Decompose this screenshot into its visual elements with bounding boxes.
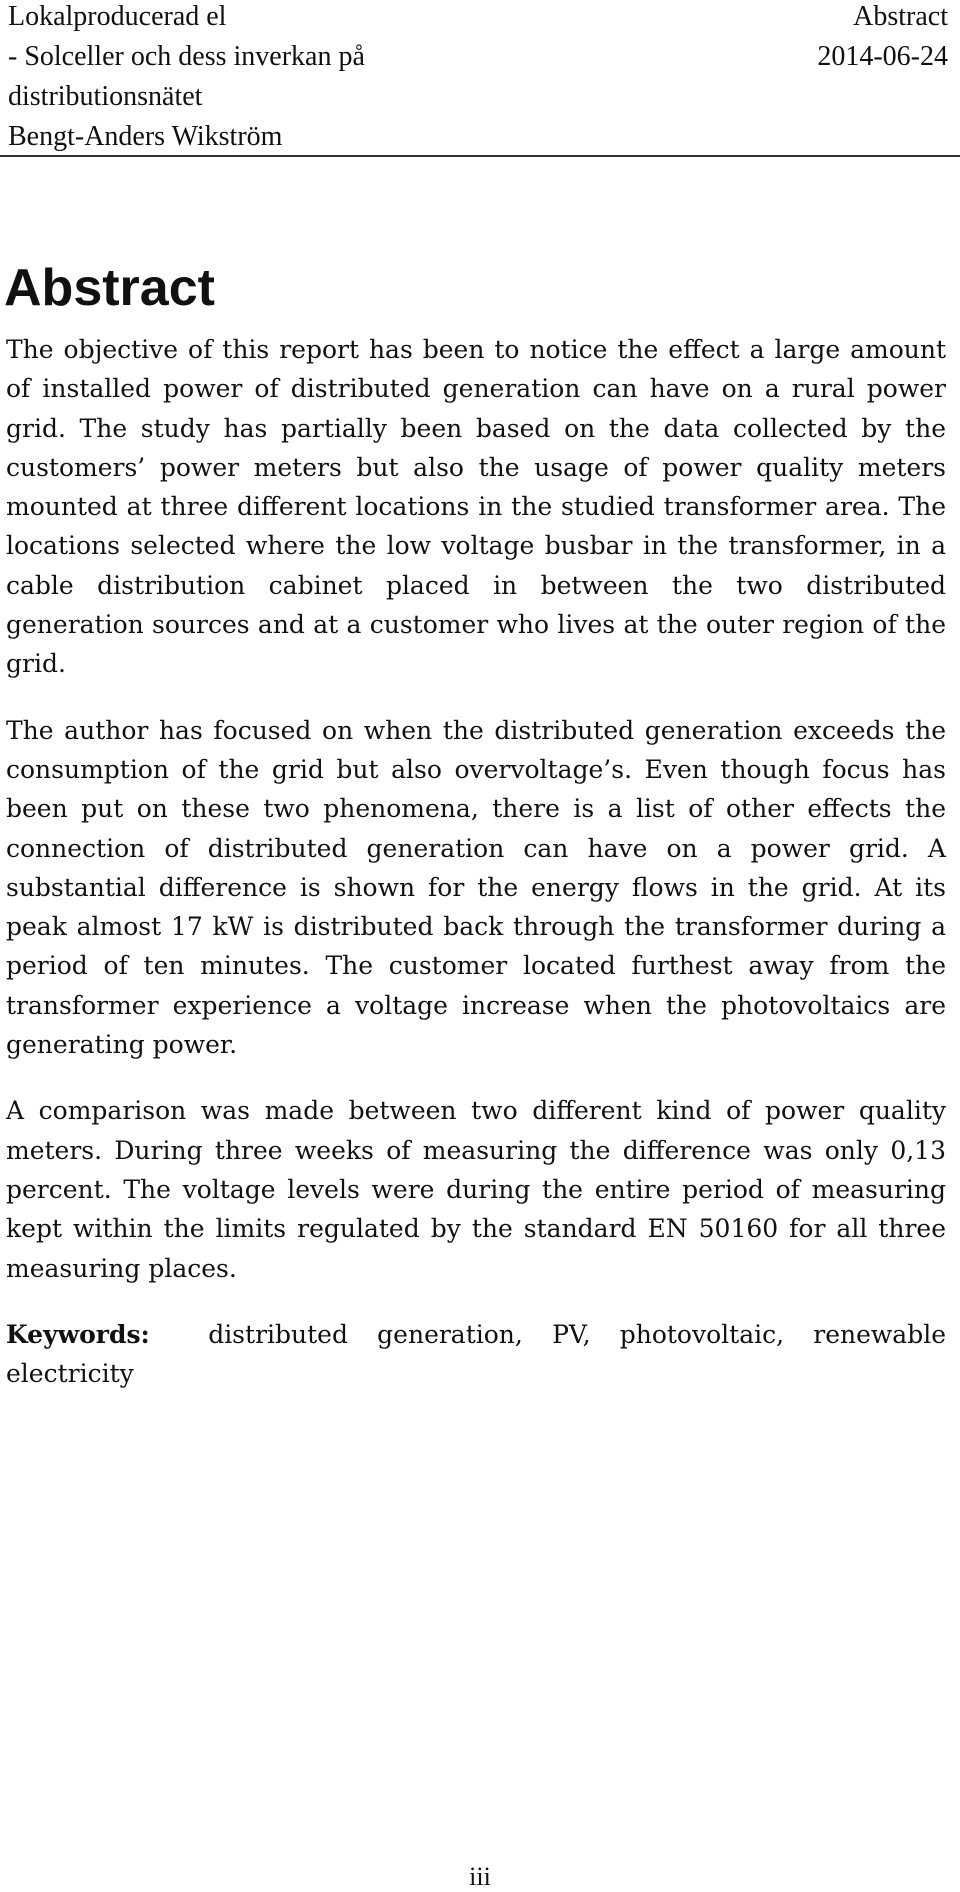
header-document-info (8, 0, 365, 157)
header-date: 2014-06-24 (817, 41, 948, 72)
abstract-body (6, 330, 946, 1420)
page-header (0, 0, 960, 155)
header-section-title: Abstract (853, 1, 948, 32)
page-number: iii (469, 1862, 491, 1891)
header-author: Bengt-Anders Wikström (8, 121, 283, 152)
header-section-info (817, 0, 948, 77)
page-title: Abstract (4, 259, 215, 317)
abstract-paragraph-3: A comparison was made between two different kind of power quality meters. During three weeks of measuring the difference was only 0,13 percent. The voltage levels were during the entire period of measuring kept within the limits regulated by the standard EN 50160 for all three measuring places. (6, 1096, 946, 1283)
keywords-label: Keywords: (6, 1319, 150, 1349)
abstract-paragraph-2: The author has focused on when the distributed generation exceeds the consumption of the grid but also overvoltage’s. Even though focus has been put on these two phenomena, there is a list of other effects the connection of distributed generation can have on a power grid. A substantial difference is shown for the energy flows in the grid. At its peak almost 17 kW is distributed back through the transformer during a period of ten minutes. The customer located furthest away from the transformer experience a voltage increase when the photovoltaics are generating power. (6, 715, 946, 1060)
abstract-paragraph-1: The objective of this report has been to notice the effect a large amount of installed power of distributed generation can have on a rural power grid. The study has partially been based on the data collected by the customers’ power meters but also the usage of power quality meters mounted at three different locations in the studied transformer area. The locations selected where the low voltage busbar in the transformer, in a cable distribution cabinet placed in between the two distributed generation sources and at a customer who lives at the outer region of the grid. (6, 335, 946, 679)
header-title-line-2: - Solceller och dess inverkan på (8, 41, 365, 72)
header-divider (0, 155, 960, 157)
keywords (6, 1315, 946, 1394)
header-title-line-3: distributionsnätet (8, 81, 203, 112)
header-title-line-1: Lokalproducerad el (8, 1, 227, 32)
keywords-list: distributed generation, PV, photovoltaic, renewable electricity (6, 1319, 946, 1389)
